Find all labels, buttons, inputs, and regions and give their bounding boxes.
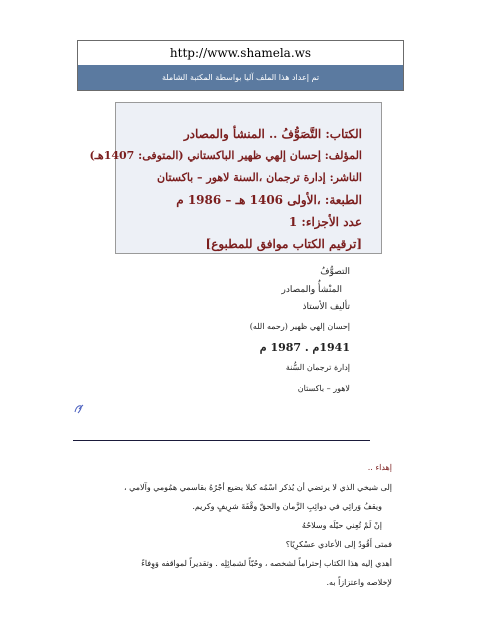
title-page-author-label: تأليف الأستاذ — [302, 302, 350, 312]
info-book-title: الكتاب: التَّصَوُّفُ .. المنشأ والمصادر — [183, 127, 362, 141]
dedication-line: إلى شيخي الذي لا يرتضي أن يُذكر اسْمُه كيلا يضيع أجْرُهُ بقاسمي همُومي وآلامي ، — [123, 483, 392, 492]
title-page-title: التصوُّفُ — [320, 267, 350, 277]
title-page — [120, 262, 350, 400]
dedication-line: أهدي إليه هذا الكتاب إحتراماً لشخصه ، وحُبّاً لشمائِلِه . وتقديراً لمواقفه وَوِفاءً — [141, 559, 392, 568]
header-band: تم إعداد هذا الملف آليا بواسطة المكتبة الشاملة — [78, 65, 403, 90]
dedication-line: فمتى أَقُودُ إلى الأعادي عسْكرِيًا؟ — [285, 540, 392, 549]
info-pagination-note: [ترقيم الكتاب موافق للمطبوع] — [205, 237, 362, 251]
dedication-line: ويقفُ وَرائِي في دوائِبِ الزَّمان والحقّ وقْفَةَ شرِيفٍ وكريم. — [192, 502, 382, 511]
section-divider — [73, 440, 370, 441]
info-volumes: عدد الأجزاء: 1 — [288, 215, 362, 229]
title-page-years: 1941م . 1987 م — [259, 341, 350, 354]
scribble-mark-icon — [73, 403, 85, 415]
title-page-subtitle: المنْشأُ والمصادر — [281, 285, 342, 295]
title-page-author: إحسان إلهي ظهير (رحمه الله) — [249, 322, 350, 331]
header-url[interactable]: http://www.shamela.ws — [169, 46, 312, 60]
info-author: المؤلف: إحسان إلهي ظهير الباكستاني (المتوفى: 1407هـ) — [89, 149, 362, 162]
title-page-publisher: إدارة ترجمان السُّنة — [285, 363, 350, 372]
header-box — [77, 40, 404, 91]
book-info-box — [89, 102, 382, 254]
title-page-place: لاهور – باكستان — [297, 384, 350, 393]
dedication-line: إنْ لَمْ تُعِني حيْلَه وسلاحُهُ — [301, 521, 382, 530]
dedication-section — [77, 458, 392, 592]
info-publisher: الناشر: إدارة ترجمان ،السنة لاهور – باكستان — [157, 171, 362, 184]
dedication-heading: إهداء .. — [367, 463, 392, 472]
info-edition: الطبعة: ،الأولى 1406 هـ – 1986 م — [176, 193, 362, 207]
dedication-line: لإخلاصه واعتزازاً به. — [326, 578, 392, 587]
